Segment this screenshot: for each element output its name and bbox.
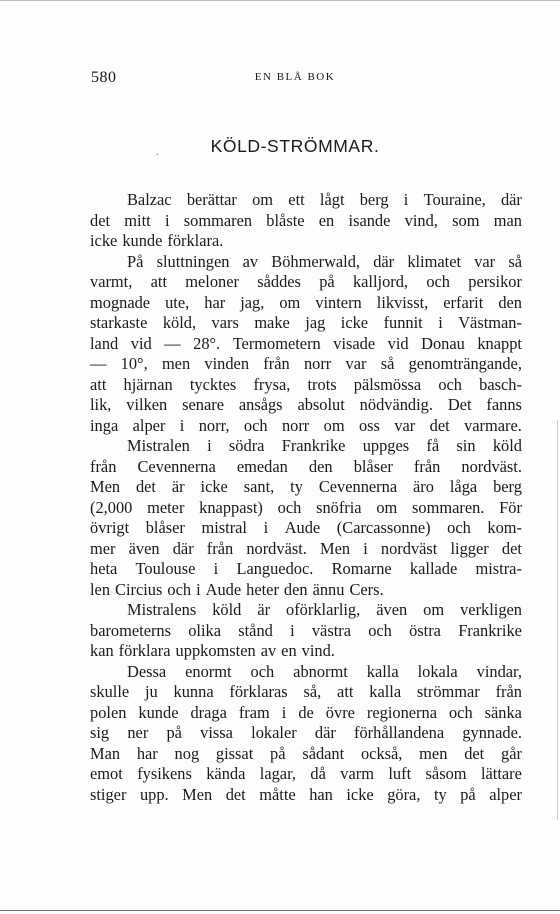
text-line: [90, 395, 522, 416]
word: och: [250, 661, 275, 681]
word: berättar: [186, 190, 237, 209]
word: kalla: [369, 682, 402, 701]
word: hjärnan: [123, 374, 173, 394]
word: blåste: [266, 210, 305, 230]
word: göra,: [387, 784, 421, 804]
word: basch-: [479, 374, 522, 394]
word: och: [243, 415, 268, 435]
word: genomträngande,: [408, 354, 522, 373]
word: så: [380, 354, 395, 373]
word: luft: [388, 764, 412, 783]
text-line: [90, 272, 522, 293]
word: nödvändig.: [359, 395, 433, 414]
word: berg: [359, 190, 389, 209]
word: och: [438, 374, 462, 394]
text-line: [90, 641, 522, 662]
word: blåser: [353, 456, 393, 476]
word: 10°,: [120, 354, 148, 373]
word: Aude: [205, 579, 242, 599]
word: ligger: [450, 538, 489, 558]
word: stånd: [238, 620, 273, 640]
chapter-title: KÖLD-STRÖMMAR.: [210, 136, 380, 156]
word: det: [225, 784, 246, 804]
word: lokala: [417, 661, 458, 681]
word: vinden: [204, 354, 250, 373]
word: icke: [346, 784, 374, 804]
word: kunde: [138, 702, 179, 722]
word: sluttningen: [156, 251, 230, 271]
word: mer: [90, 538, 116, 558]
text-line: [90, 211, 522, 232]
word: i: [363, 538, 368, 558]
word: pälsmössa: [353, 374, 422, 394]
word: icke: [340, 313, 369, 332]
word: som: [452, 210, 480, 230]
text-line: [90, 354, 522, 375]
word: en: [281, 641, 297, 660]
word: går: [501, 743, 522, 763]
word: också,: [360, 743, 403, 763]
text-line: [90, 498, 522, 519]
text-line: [90, 785, 522, 806]
word: mistra-: [475, 559, 522, 578]
word: i: [179, 415, 185, 435]
word: heter: [246, 579, 279, 599]
word: Touraine,: [423, 190, 486, 209]
word: på: [460, 784, 476, 804]
page-right-edge: [557, 420, 558, 820]
word: övrigt: [90, 518, 130, 537]
word: det: [135, 477, 156, 496]
word: sant,: [243, 477, 275, 496]
word: kalla: [366, 661, 399, 681]
word: abnormt: [293, 661, 348, 681]
word: alper: [132, 415, 166, 435]
word: sommaren: [183, 210, 253, 230]
word: frysa,: [253, 374, 291, 394]
body-text: [90, 190, 522, 805]
word: på: [319, 272, 335, 291]
word: Det: [447, 395, 472, 414]
word: och: [426, 272, 450, 291]
word: persikor: [468, 272, 522, 291]
word: Romarne: [331, 559, 392, 578]
word: såddes: [257, 272, 301, 291]
word: icke: [90, 231, 118, 250]
word: även: [128, 538, 160, 558]
word: klimatet: [407, 251, 462, 271]
word: emedan: [236, 456, 288, 476]
word: köld: [212, 600, 242, 619]
text-line: [90, 621, 522, 642]
running-head: EN BLÅ BOK: [254, 71, 336, 83]
word: icke: [200, 477, 228, 496]
word: Men: [182, 784, 213, 804]
word: så: [508, 251, 522, 271]
word: vintern: [315, 292, 362, 312]
word: Dessa: [127, 661, 167, 681]
word: i: [263, 518, 269, 537]
word: från: [206, 538, 234, 558]
word: i: [290, 620, 295, 640]
word: och: [368, 620, 392, 640]
word: Frankrike: [458, 620, 522, 640]
word: Man: [90, 743, 121, 763]
word: få: [426, 436, 440, 455]
word: uppkomsten: [175, 641, 256, 660]
text-line: [90, 375, 522, 396]
word: Mistralen: [127, 436, 190, 455]
word: förklara: [118, 641, 171, 660]
word: och: [277, 497, 302, 517]
word: För: [499, 497, 522, 517]
word: om: [279, 292, 301, 312]
text-line: [90, 662, 522, 683]
word: absolut: [297, 395, 345, 414]
word: len: [90, 579, 111, 599]
word: Termometern: [232, 333, 321, 353]
word: köld: [492, 436, 522, 455]
word: knappast): [199, 497, 263, 517]
word: av: [242, 251, 259, 271]
word: om: [376, 497, 398, 517]
word: Västman-: [458, 313, 522, 332]
word: Cers.: [349, 579, 384, 599]
word: att: [337, 682, 354, 701]
page-number: 580: [91, 69, 117, 86]
word: lagar,: [259, 764, 296, 783]
text-line: [90, 231, 522, 252]
word: uppges: [362, 436, 410, 455]
word: emot: [90, 764, 123, 783]
word: om: [423, 600, 445, 619]
word: var: [474, 251, 496, 271]
word: vissa: [200, 723, 233, 742]
word: knappt: [477, 333, 522, 353]
word: varmare.: [464, 415, 522, 435]
text-line: [90, 252, 522, 273]
word: man: [493, 210, 522, 230]
text-line: [90, 334, 522, 355]
word: där: [314, 723, 336, 742]
word: lågt: [319, 190, 345, 209]
word: den: [498, 292, 522, 312]
word: där: [172, 538, 194, 558]
word: heta: [90, 559, 118, 578]
text-line: [90, 744, 522, 765]
word: vind.: [301, 641, 335, 660]
word: köld,: [162, 313, 197, 332]
word: Frankrike: [281, 436, 346, 455]
word: ett: [288, 190, 305, 209]
word: kunna: [173, 682, 214, 701]
word: en: [318, 210, 335, 230]
word: likvisst,: [376, 292, 429, 312]
word: där: [500, 190, 522, 209]
word: var: [394, 415, 416, 435]
word: på: [270, 743, 286, 763]
word: gissat: [215, 743, 254, 763]
word: ner: [127, 723, 149, 742]
word: nordväst.: [461, 456, 522, 476]
word: Circius: [115, 579, 163, 599]
word: visade: [333, 333, 376, 353]
word: det: [90, 210, 111, 230]
word: polen: [90, 702, 127, 722]
word: land: [90, 333, 119, 353]
word: lokaler: [251, 723, 297, 742]
word: är: [257, 600, 271, 619]
text-line: [90, 457, 522, 478]
word: förklaras: [229, 682, 288, 701]
word: —: [90, 354, 107, 373]
word: Böhmerwald,: [271, 251, 361, 271]
word: draga: [190, 702, 227, 722]
word: mitt: [124, 210, 151, 230]
word: fanns: [486, 395, 522, 414]
word: norr: [303, 354, 332, 373]
word: barometerns: [90, 620, 172, 640]
word: om: [323, 415, 345, 435]
word: den: [308, 456, 333, 476]
word: i: [403, 190, 409, 209]
word: vind,: [404, 210, 438, 230]
word: (Carcassonne): [336, 518, 431, 537]
page-bottom-edge: [0, 910, 560, 911]
word: enormt: [185, 661, 232, 681]
word: make: [254, 313, 290, 332]
word: ansågs: [238, 395, 283, 414]
word: kom-: [487, 518, 522, 537]
word: vid: [130, 333, 152, 353]
word: Aude: [284, 518, 321, 537]
word: isande: [348, 210, 391, 230]
word: meter: [147, 497, 185, 517]
word: oförklarlig,: [286, 600, 361, 619]
word: varmt,: [90, 272, 133, 291]
word: starkaste: [90, 313, 148, 332]
word: nordväst.: [246, 538, 307, 558]
word: vindar,: [476, 661, 522, 681]
word: nordväst: [380, 538, 438, 558]
word: mistral: [201, 518, 247, 537]
word: 28°.: [193, 333, 221, 353]
page-top-edge: [0, 0, 560, 1]
word: strömmar: [416, 682, 480, 701]
word: erfarit: [443, 292, 484, 312]
word: ju: [144, 682, 158, 701]
word: senare: [182, 395, 224, 414]
word: östra: [409, 620, 441, 640]
word: kan: [90, 641, 114, 660]
word: har: [204, 292, 226, 312]
stray-mark: .: [156, 147, 159, 158]
word: upp.: [139, 784, 169, 804]
word: låga: [449, 477, 478, 496]
word: gynnade.: [462, 723, 522, 742]
word: från: [413, 456, 441, 476]
word: i: [207, 436, 212, 455]
word: Donau: [421, 333, 465, 353]
word: vid: [387, 333, 409, 353]
word: västra: [311, 620, 351, 640]
word: han: [309, 784, 333, 804]
word: i: [438, 313, 443, 332]
word: lättare: [480, 764, 522, 783]
text-line: [90, 436, 522, 457]
word: jag: [305, 313, 326, 332]
word: Men: [320, 538, 351, 558]
word: alper: [489, 784, 522, 804]
word: regionerna: [366, 702, 437, 722]
word: där: [373, 251, 395, 271]
text-line: [90, 580, 522, 601]
word: inga: [90, 415, 119, 435]
word: skulle: [90, 682, 130, 701]
word: Cevennerna: [137, 456, 216, 476]
word: men: [161, 354, 191, 373]
word: oss: [358, 415, 380, 435]
word: Cevennerna: [318, 477, 398, 496]
word: ute,: [165, 292, 190, 312]
word: nog: [174, 743, 200, 763]
word: meloner: [185, 272, 239, 291]
text-line: [90, 723, 522, 744]
word: kallade: [409, 559, 458, 578]
word: kunde: [122, 231, 163, 250]
word: och: [167, 579, 192, 599]
word: har: [136, 743, 158, 763]
word: Mistralens: [127, 600, 197, 619]
word: trots: [307, 374, 337, 394]
word: det: [464, 743, 485, 763]
word: sådant: [302, 743, 345, 763]
word: ty: [433, 784, 447, 804]
word: norr,: [198, 415, 230, 435]
word: kända: [206, 764, 246, 783]
word: —: [164, 333, 181, 353]
word: från: [263, 354, 290, 373]
word: södra: [228, 436, 265, 455]
word: det: [501, 538, 522, 558]
word: snöfria: [316, 497, 362, 517]
word: funnit: [383, 313, 423, 332]
text-line: [90, 293, 522, 314]
word: på: [166, 723, 182, 742]
word: lik,: [90, 395, 112, 414]
text-line: [90, 764, 522, 785]
word: (2,000: [90, 497, 133, 517]
word: fysikens: [137, 764, 192, 783]
word: var: [345, 354, 367, 373]
word: i: [164, 210, 170, 230]
word: olika: [188, 620, 222, 640]
word: av: [260, 641, 277, 660]
word: sommaren.: [412, 497, 485, 517]
text-line: [90, 703, 522, 724]
text-line: [90, 190, 522, 211]
word: från: [495, 682, 522, 701]
word: så,: [303, 682, 322, 701]
word: stiger: [90, 784, 127, 804]
word: berg: [493, 477, 522, 496]
word: På: [127, 251, 144, 271]
text-line: [90, 313, 522, 334]
word: äro: [413, 477, 434, 496]
word: förklara.: [167, 231, 224, 250]
word: verkligen: [460, 600, 522, 619]
word: norr: [281, 415, 310, 435]
word: jag,: [240, 292, 265, 312]
word: blåser: [145, 518, 185, 537]
word: vilken: [126, 395, 168, 414]
word: att: [150, 272, 167, 291]
word: Toulouse: [135, 559, 196, 578]
word: vars: [211, 313, 239, 332]
text-line: [90, 559, 522, 580]
word: det: [429, 415, 450, 435]
word: varm: [340, 764, 374, 783]
word: de: [298, 702, 314, 722]
word: är: [171, 477, 185, 496]
word: och: [448, 702, 473, 722]
text-line: [90, 539, 522, 560]
word: förhållandena: [354, 723, 445, 742]
word: tycktes: [189, 374, 237, 394]
text-line: [90, 600, 522, 621]
word: och: [447, 518, 471, 537]
word: om: [252, 190, 274, 209]
word: Balzac: [127, 190, 172, 209]
word: då: [310, 764, 326, 783]
word: i: [196, 579, 201, 599]
word: men: [419, 743, 448, 763]
word: i: [213, 559, 219, 578]
word: ty: [290, 477, 303, 496]
word: såsom: [425, 764, 467, 783]
word: även: [376, 600, 408, 619]
word: Men: [90, 477, 121, 496]
word: övre: [325, 702, 355, 722]
word: kalljord,: [352, 272, 409, 291]
word: mognade: [90, 292, 151, 312]
word: måtte: [259, 784, 296, 804]
word: sin: [456, 436, 476, 455]
text-line: [90, 416, 522, 437]
word: ännu: [312, 579, 345, 599]
word: Languedoc.: [236, 559, 314, 578]
word: fram: [238, 702, 270, 722]
text-line: [90, 682, 522, 703]
word: att: [90, 374, 107, 394]
word: i: [281, 702, 287, 722]
word: den: [283, 579, 308, 599]
text-line: [90, 518, 522, 539]
word: sänka: [484, 702, 522, 722]
text-line: [90, 477, 522, 498]
word: sig: [90, 723, 110, 742]
word: från: [90, 456, 117, 476]
